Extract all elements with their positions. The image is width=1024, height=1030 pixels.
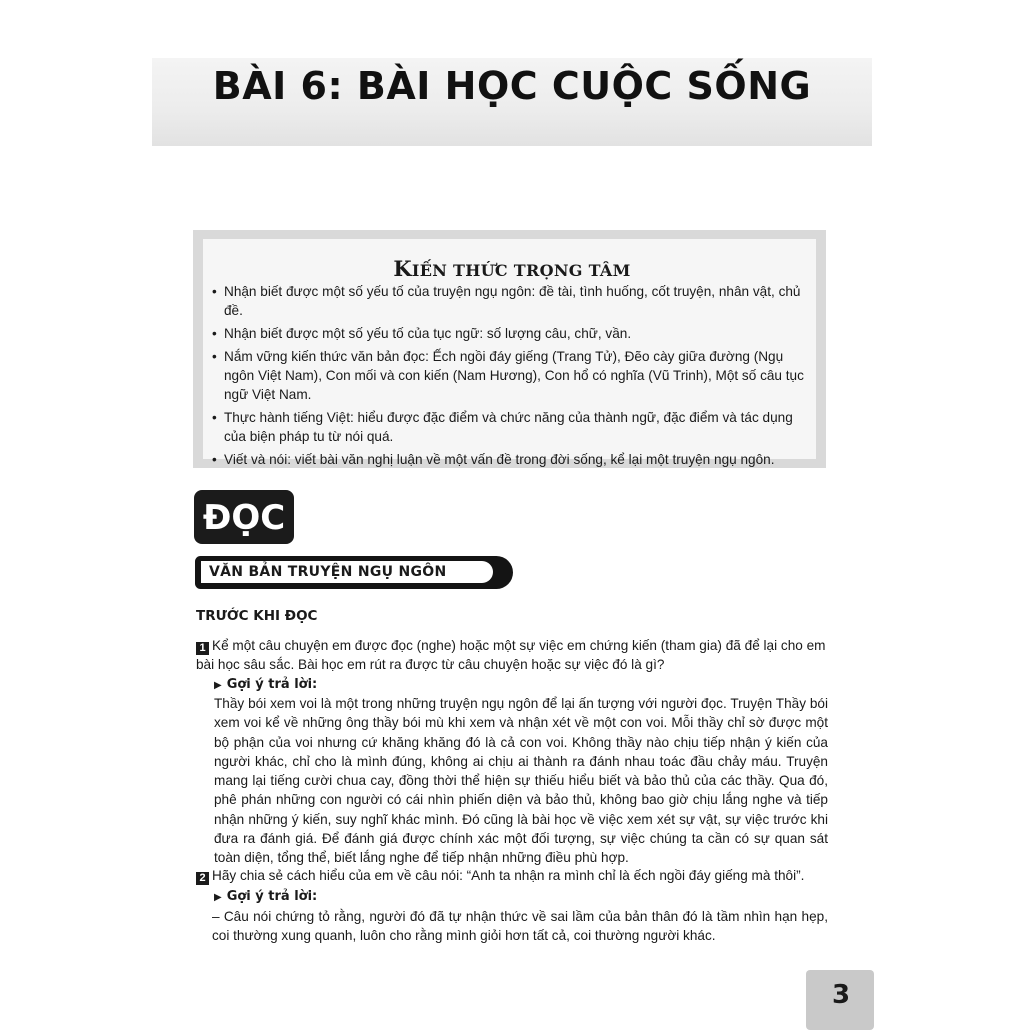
knowledge-list <box>212 282 812 473</box>
page-title: BÀI 6: BÀI HỌC CUỘC SỐNG <box>212 64 812 108</box>
hint-label: ▶ Gợi ý trả lời: <box>214 677 318 692</box>
question-number-badge: 1 <box>196 642 209 655</box>
answer-2: – Câu nói chứng tỏ rằng, người đó đã tự nhận thức về sai lầm của bản thân đó là tầm nhìn hạn hẹp, coi thường xung quanh, luôn cho rằng mình giỏi hơn tất cả, coi thường người khác. <box>212 909 828 944</box>
before-reading-heading: TRƯỚC KHI ĐỌC <box>196 608 318 624</box>
question-text: Kể một câu chuyện em được đọc (nghe) hoặc một sự việc em chứng kiến (tham gia) đã để lại cho em bài học sâu sắc. Bài học em rút ra được từ câu chuyện hoặc sự việc đó là gì? <box>196 638 826 673</box>
knowledge-item: • Nhận biết được một số yếu tố của truyện ngụ ngôn: đề tài, tình huống, cốt truyện, nhân vật, chủ đề. <box>212 282 812 320</box>
knowledge-box-heading: KIẾN THỨC TRỌNG TÂM <box>393 256 631 281</box>
section-label-pill <box>195 556 513 589</box>
question-1 <box>196 636 828 675</box>
hint-label: ▶ Gợi ý trả lời: <box>214 889 318 904</box>
question-2 <box>196 866 828 885</box>
question-number-badge: 2 <box>196 872 209 885</box>
triangle-bullet-icon: ▶ <box>214 680 222 691</box>
doc-section-badge: ĐỌC <box>194 490 294 544</box>
knowledge-item: • Nắm vững kiến thức văn bản đọc: Ếch ngồi đáy giếng (Trang Tử), Đẽo cày giữa đường (Ngụ ngôn Việt Nam), Con mối và con kiến (Nam Hương), Con hổ có nghĩa (Vũ Trinh), Một số câu tục ngữ Việt Nam. <box>212 347 812 404</box>
section-label: VĂN BẢN TRUYỆN NGỤ NGÔN <box>201 561 493 583</box>
page-number: 3 <box>832 980 851 1010</box>
knowledge-item: • Viết và nói: viết bài văn nghị luận về một vấn đề trong đời sống, kể lại một truyện ngụ ngôn. <box>212 450 812 469</box>
knowledge-item: • Nhận biết được một số yếu tố của tục ngữ: số lượng câu, chữ, vần. <box>212 324 812 343</box>
answer-1: Thầy bói xem voi là một trong những truyện ngụ ngôn để lại ấn tượng với người đọc. Truyện Thầy bói xem voi kể về những ông thầy bói mù khi xem và nhận xét về một con voi. Mỗi thầy chỉ sờ được một bộ phận của voi nhưng cứ khăng khăng đó là cả con voi. Không thầy nào chịu tiếp nhận ý kiến của người khác, chỉ cho là mình đúng, không ai chịu ai thành ra đánh nhau toác đầu chảy máu. Truyện mang lại tiếng cười chua cay, đồng thời thể hiện sự thiếu hiểu biết và bảo thủ của các thầy. Qua đó, phê phán những con người có cái nhìn phiến diện và bảo thủ, không bao giờ chịu lắng nghe và tiếp nhận những ý kiến, suy nghĩ khác mình. Đó cũng là bài học về việc xem xét sự vật, sự việc trước khi đưa ra đánh giá. Để đánh giá được chính xác một đối tượng, sự việc chúng ta cần có sự quan sát toàn diện, tổng thể, biết lắng nghe để tiếp nhận những điều phù hợp. <box>214 696 828 866</box>
question-text: Hãy chia sẻ cách hiểu của em về câu nói: “Anh ta nhận ra mình chỉ là ếch ngồi đáy giếng mà thôi”. <box>212 868 805 883</box>
knowledge-item: • Thực hành tiếng Việt: hiểu được đặc điểm và chức năng của thành ngữ, đặc điểm và tác dụng của biện pháp tu từ nói quá. <box>212 408 812 446</box>
triangle-bullet-icon: ▶ <box>214 892 222 903</box>
